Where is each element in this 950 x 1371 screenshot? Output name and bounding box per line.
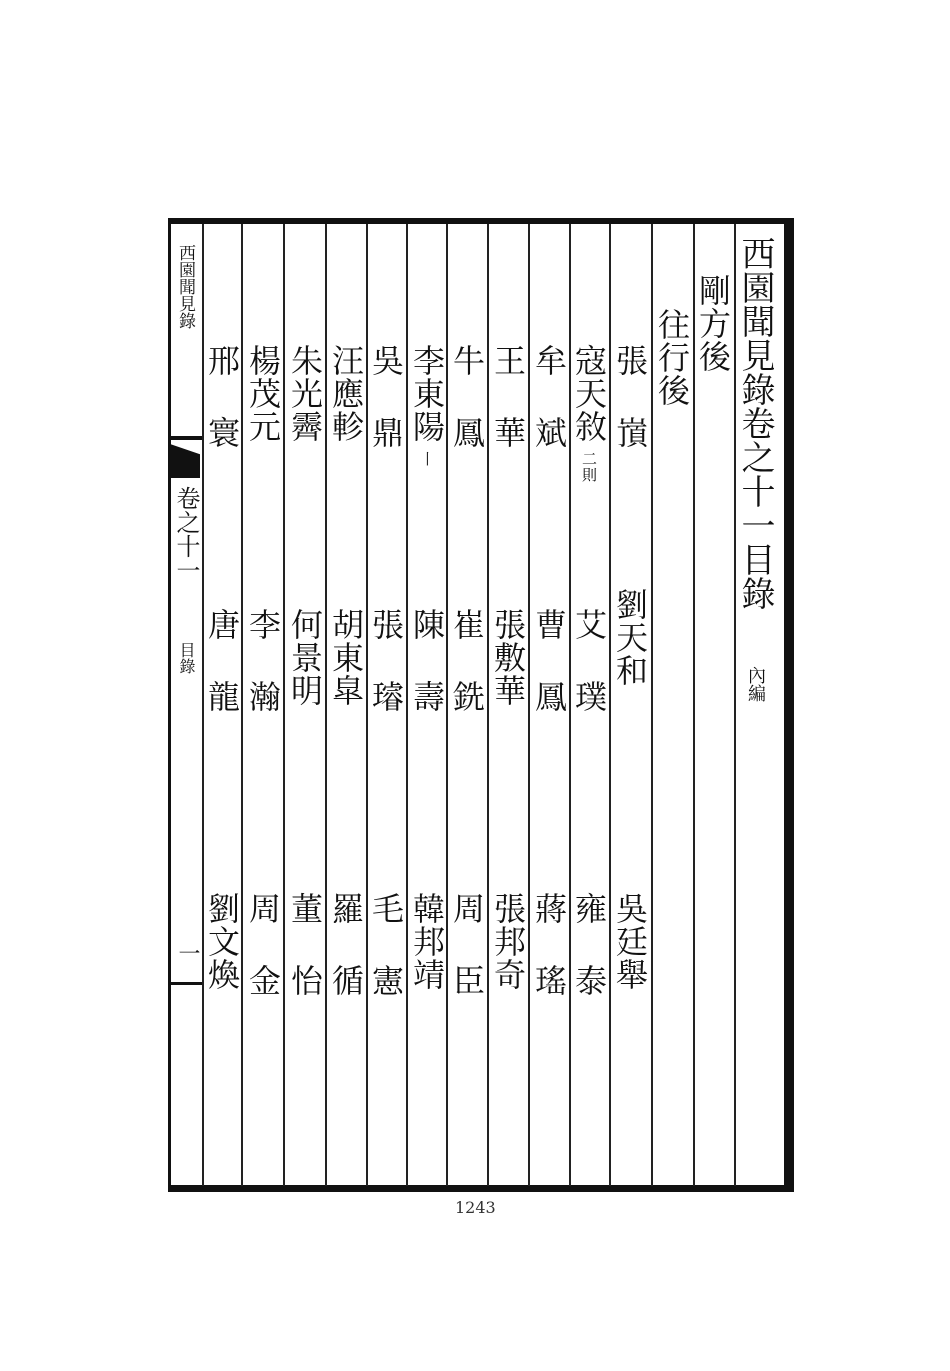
toc-entry: [367, 892, 405, 997]
entry-note: 二則: [580, 451, 598, 483]
column-rule: [283, 224, 285, 1186]
section-heading-label: 往行後: [653, 308, 691, 407]
margin-volume: 卷之十一: [172, 486, 200, 582]
entry-name: 李東陽: [408, 344, 446, 443]
toc-entry: [570, 608, 608, 713]
entry-name: 雍 泰: [570, 892, 608, 997]
entry-name: 周 金: [244, 892, 282, 997]
entry-name: 胡東皐: [327, 608, 365, 707]
toc-entry: [327, 344, 365, 443]
column-rule: [241, 224, 243, 1186]
toc-entry: [448, 608, 486, 713]
toc-entry: [489, 608, 527, 707]
toc-entry: [611, 892, 649, 991]
entry-name: 周 臣: [448, 892, 486, 997]
entry-name: 李 瀚: [244, 608, 282, 713]
toc-title: [735, 236, 775, 702]
entry-name: 劉天和: [611, 588, 649, 687]
margin-book-title: 西園聞見錄: [175, 244, 195, 329]
entry-name: 寇天敘: [570, 344, 608, 443]
toc-entry: [530, 608, 568, 713]
entry-note: 丨: [418, 451, 436, 467]
entry-name: 楊茂元: [244, 344, 282, 443]
fish-tail-line-lower: [168, 982, 202, 985]
toc-entry: [367, 344, 405, 449]
entry-name: 張邦奇: [489, 892, 527, 991]
entry-name: 牟 斌: [530, 344, 568, 449]
toc-entry: [286, 608, 324, 707]
entry-name: 張 嵿: [611, 344, 649, 449]
section-heading: [653, 308, 691, 407]
toc-entry: [408, 892, 446, 991]
page-number: 1243: [455, 1198, 496, 1217]
toc-entry: [570, 892, 608, 997]
toc-entry: [244, 892, 282, 997]
entry-name: 牛 鳳: [448, 344, 486, 449]
toc-entry: [244, 344, 282, 443]
toc-entry: [286, 892, 324, 997]
entry-name: 邢 寰: [203, 344, 241, 449]
toc-entry: [244, 608, 282, 713]
entry-name: 董 怡: [286, 892, 324, 997]
entry-name: 陳 壽: [408, 608, 446, 713]
entry-name: 吳 鼎: [367, 344, 405, 449]
toc-entry: [203, 892, 241, 991]
entry-name: 張敷華: [489, 608, 527, 707]
entry-name: 王 華: [489, 344, 527, 449]
toc-title-sub: 內編: [745, 666, 766, 702]
margin-leaf-number: 一: [175, 942, 200, 964]
entry-name: 吳廷舉: [611, 892, 649, 991]
entry-name: 崔 銑: [448, 608, 486, 713]
entry-name: 汪應軫: [327, 344, 365, 443]
section-heading: [694, 274, 732, 373]
toc-entry: [408, 344, 446, 467]
entry-name: 何景明: [286, 608, 324, 707]
toc-entry: [570, 344, 608, 483]
toc-entry: [203, 608, 241, 713]
toc-entry: [327, 608, 365, 707]
entry-name: 唐 龍: [203, 608, 241, 713]
toc-entry: [530, 892, 568, 997]
toc-entry: [367, 608, 405, 713]
toc-entry: [489, 344, 527, 449]
toc-entry: [611, 588, 649, 687]
toc-entry: [203, 344, 241, 449]
entry-name: 韓邦靖: [408, 892, 446, 991]
entry-name: 羅 循: [327, 892, 365, 997]
toc-entry: [327, 892, 365, 997]
toc-entry: [530, 344, 568, 449]
toc-title-main: 西園聞見錄卷之十一目錄: [735, 236, 775, 610]
entry-name: 毛 憲: [367, 892, 405, 997]
toc-entry: [611, 344, 649, 449]
entry-name: 朱光霽: [286, 344, 324, 443]
entry-name: 張 璿: [367, 608, 405, 713]
toc-entry: [408, 608, 446, 713]
entry-name: 曹 鳳: [530, 608, 568, 713]
margin-section: 目錄: [177, 642, 196, 674]
toc-entry: [286, 344, 324, 443]
entry-name: 劉文煥: [203, 892, 241, 991]
toc-entry: [448, 344, 486, 449]
entry-name: 艾 璞: [570, 608, 608, 713]
fish-tail-line: [168, 436, 202, 440]
entry-name: 蔣 瑤: [530, 892, 568, 997]
section-heading-label: 剛方後: [694, 274, 732, 373]
toc-entry: [448, 892, 486, 997]
margin-strip: [168, 218, 202, 1192]
toc-entry: [489, 892, 527, 991]
